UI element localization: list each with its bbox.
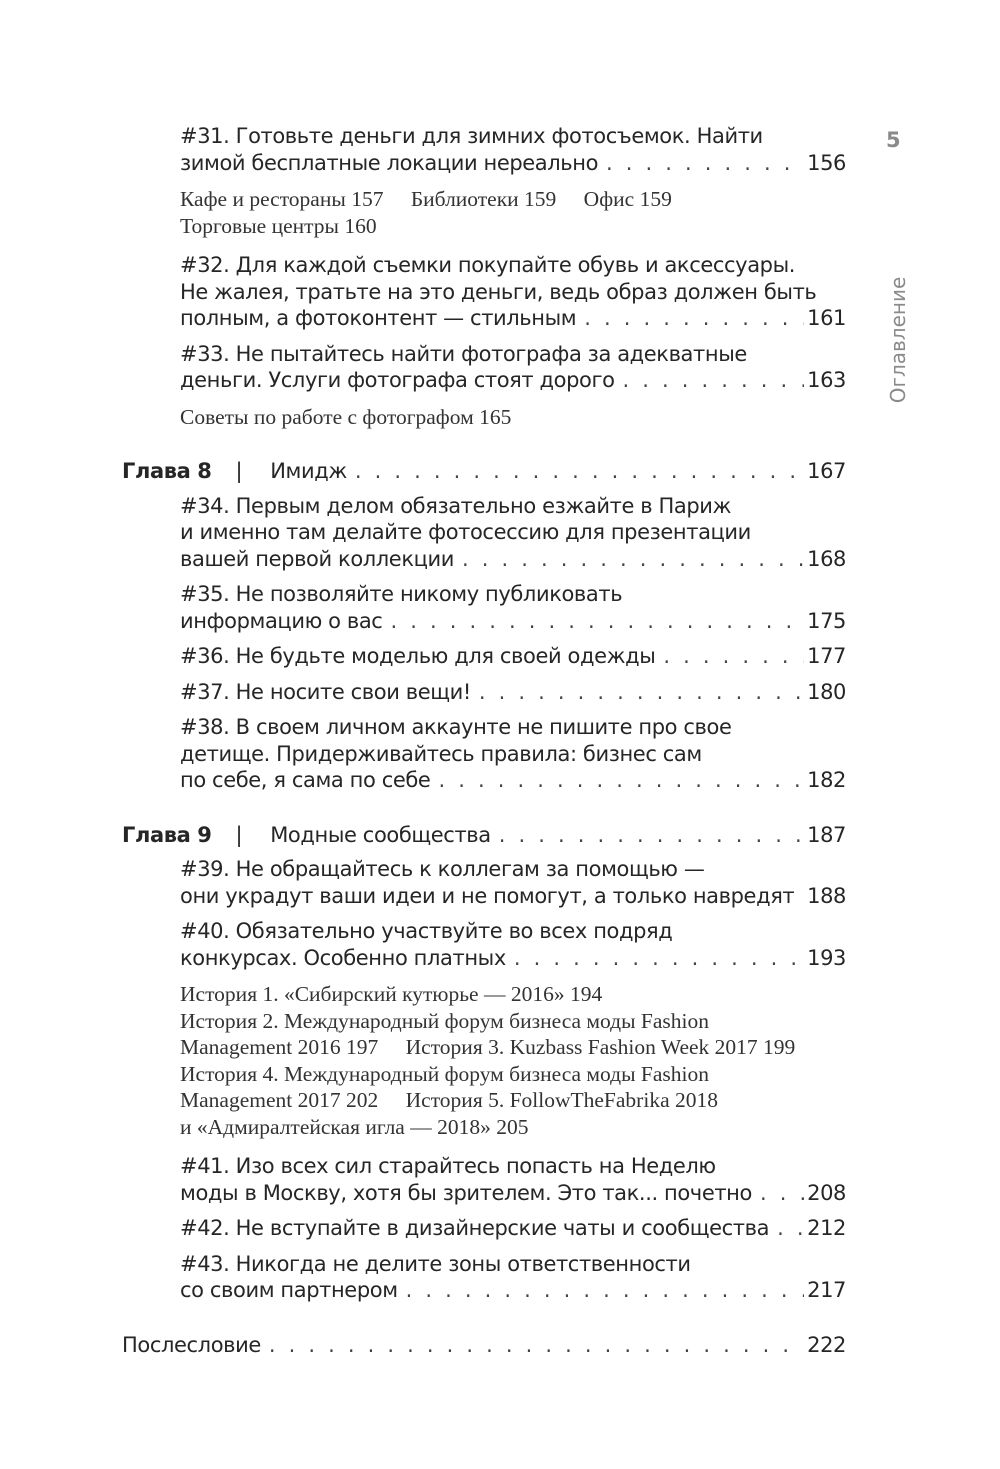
subsection-list <box>122 404 846 431</box>
subsection-title: История 5. FollowTheFabrika 2018 <box>405 1088 718 1112</box>
page-ref: 212 <box>807 1216 846 1240</box>
subsection-page: 194 <box>569 982 603 1006</box>
entry-leader-line <box>180 945 846 972</box>
page-ref: 208 <box>807 1180 846 1205</box>
dot-leader <box>390 608 804 635</box>
toc-entry-32[interactable] <box>122 252 846 332</box>
entry-text: конкурсах. Особенно платных <box>180 945 506 970</box>
entry-text: детище. Придерживайтесь правила: бизнес сам <box>180 741 702 766</box>
entry-text: информацию о вас <box>180 608 383 633</box>
dot-leader <box>802 883 804 910</box>
page-ref: 161 <box>807 306 846 330</box>
toc-entry-38[interactable] <box>122 714 846 794</box>
toc-entry-39[interactable] <box>122 856 846 909</box>
page-ref: 180 <box>807 679 846 704</box>
toc-entry-41[interactable] <box>122 1153 846 1206</box>
entry-text: деньги. Услуги фотографа стоят дорого <box>180 368 615 392</box>
entry-leader-line <box>180 150 846 177</box>
dot-leader <box>438 767 804 794</box>
page-ref: 177 <box>807 644 846 668</box>
subsection-title: Management 2016 <box>180 1035 341 1059</box>
subsection-title: История 2. Международный форум бизнеса моды Fashion <box>180 1008 709 1033</box>
entry-text: полным, а фотоконтент — стильным <box>180 306 577 330</box>
subsection-line <box>180 1034 846 1061</box>
entry-text: по себе, я сама по себе <box>180 768 431 792</box>
subsection-title: Офис <box>583 187 635 211</box>
dot-leader <box>606 150 804 177</box>
entry-text: #40. Обязательно участвуйте во всех подряд <box>180 919 673 943</box>
entry-text: и именно там делайте фотосессию для презентации <box>180 520 751 544</box>
chapter-label: Глава 9 <box>122 822 212 847</box>
toc-entry-36[interactable] <box>122 643 846 670</box>
subsection-page: 159 <box>639 187 672 211</box>
subsection-title: Советы по работе с фотографом <box>180 404 474 429</box>
entry-text: #31. Готовьте деньги для зимних фотосъемок. Найти <box>180 124 763 148</box>
toc-entry-37[interactable] <box>122 679 846 706</box>
entry-leader-line <box>180 1215 846 1242</box>
subsection-title: Библиотеки <box>410 187 519 211</box>
subsection-page: 165 <box>479 404 512 429</box>
entry-text: #34. Первым делом обязательно езжайте в Париж <box>180 493 732 518</box>
chapter-label: Глава 8 <box>122 459 212 483</box>
entry-leader-line <box>180 305 846 332</box>
subsection-line <box>180 1008 846 1035</box>
entry-text: #37. Не носите свои вещи! <box>180 679 471 704</box>
page-number: 5 <box>886 128 901 152</box>
entry-leader-line <box>180 1180 846 1207</box>
subsection-title: Management 2017 <box>180 1088 341 1112</box>
entry-leader-line <box>180 546 846 573</box>
subsection-page: 159 <box>524 187 557 211</box>
entry-text: #42. Не вступайте в дизайнерские чаты и сообщества <box>180 1216 770 1240</box>
chapter-separator: | <box>235 459 243 483</box>
entry-text: вашей первой коллекции <box>180 546 455 571</box>
entry-text: они украдут ваши идеи и не помогут, а только навредят <box>180 883 795 908</box>
subsection-title: История 1. «Сибирский кутюрье — 2016» <box>180 982 565 1006</box>
subsection-title: Торговые центры <box>180 213 339 238</box>
running-title: Оглавление <box>886 276 910 404</box>
toc-entry-33[interactable] <box>122 341 846 394</box>
dot-leader <box>623 367 805 394</box>
subsection-page: 202 <box>346 1088 379 1112</box>
entry-text: зимой бесплатные локации нереально <box>180 150 599 175</box>
dot-leader <box>479 679 804 706</box>
page-ref: 188 <box>807 883 846 908</box>
entry-text: #35. Не позволяйте никому публиковать <box>180 582 623 606</box>
toc-entry-40[interactable] <box>122 918 846 971</box>
dot-leader <box>406 1277 804 1304</box>
toc-entry-35[interactable] <box>122 581 846 634</box>
page-ref: 156 <box>807 150 846 175</box>
dot-leader <box>760 1180 804 1207</box>
afterword-entry[interactable] <box>122 1332 846 1359</box>
chapter-title: Модные сообщества <box>270 822 491 847</box>
subsection-line <box>180 213 846 240</box>
dot-leader <box>269 1332 804 1359</box>
subsection-title: и «Адмиралтейская игла — 2018» <box>180 1114 491 1139</box>
entry-text: #32. Для каждой съемки покупайте обувь и аксессуары. <box>180 253 796 277</box>
dot-leader <box>499 822 804 849</box>
entry-leader-line <box>180 367 846 394</box>
page-ref: 222 <box>807 1332 846 1357</box>
entry-text: #39. Не обращайтесь к коллегам за помощью — <box>180 857 705 881</box>
entry-leader-line <box>180 883 846 910</box>
chapter-9-heading[interactable] <box>122 822 846 849</box>
subsection-list <box>122 981 846 1140</box>
subsection-title: Кафе и рестораны <box>180 187 346 211</box>
dot-leader <box>355 458 804 485</box>
table-of-contents <box>122 123 846 1358</box>
page-ref: 193 <box>807 945 846 970</box>
page-ref: 168 <box>807 546 846 571</box>
page-ref: 163 <box>807 368 846 392</box>
dot-leader <box>663 643 804 670</box>
entry-text: #33. Не пытайтесь найти фотографа за адекватные <box>180 341 747 366</box>
page-ref: 217 <box>807 1278 846 1302</box>
page-ref: 167 <box>807 459 846 483</box>
entry-leader-line <box>180 679 846 706</box>
toc-entry-31[interactable] <box>122 123 846 176</box>
subsection-line <box>180 1061 846 1088</box>
entry-leader-line <box>180 1277 846 1304</box>
page-ref: 182 <box>807 768 846 792</box>
dot-leader <box>514 945 804 972</box>
subsection-title: История 4. Международный форум бизнеса моды Fashion <box>180 1061 709 1086</box>
toc-entry-42[interactable] <box>122 1215 846 1242</box>
entry-text: #43. Никогда не делите зоны ответственности <box>180 1251 691 1276</box>
entry-text: #36. Не будьте моделью для своей одежды <box>180 644 656 668</box>
subsection-title: История 3. Kuzbass Fashion Week 2017 <box>405 1035 758 1059</box>
page-ref: 175 <box>807 608 846 633</box>
subsection-list <box>122 186 846 239</box>
entry-text: #41. Изо всех сил старайтесь попасть на Неделю <box>180 1154 716 1178</box>
chapter-8-heading[interactable] <box>122 458 846 485</box>
entry-leader-line <box>180 643 846 670</box>
entry-text: со своим партнером <box>180 1278 398 1302</box>
entry-text: моды в Москву, хотя бы зрителем. Это так... почетно <box>180 1180 752 1205</box>
entry-leader-line <box>180 767 846 794</box>
dot-leader <box>584 305 804 332</box>
chapter-separator: | <box>235 822 243 847</box>
subsection-page: 205 <box>496 1114 529 1139</box>
subsection-line <box>180 186 846 213</box>
chapter-title: Имидж <box>270 459 347 483</box>
entry-text: #38. В своем личном аккаунте не пишите про свое <box>180 715 732 739</box>
subsection-line <box>180 1114 846 1141</box>
dot-leader <box>777 1215 804 1242</box>
toc-entry-34[interactable] <box>122 493 846 573</box>
subsection-page: 157 <box>351 187 384 211</box>
afterword-title: Послесловие <box>122 1332 261 1357</box>
subsection-page: 160 <box>344 213 377 238</box>
entry-leader-line <box>180 608 846 635</box>
subsection-line <box>180 1087 846 1114</box>
entry-text: Не жалея, тратьте на это деньги, ведь образ должен быть <box>180 279 817 304</box>
page-ref: 187 <box>807 822 846 847</box>
subsection-line <box>180 981 846 1008</box>
subsection-page: 199 <box>763 1035 796 1059</box>
dot-leader <box>462 546 804 573</box>
subsection-page: 197 <box>346 1035 379 1059</box>
toc-entry-43[interactable] <box>122 1251 846 1304</box>
